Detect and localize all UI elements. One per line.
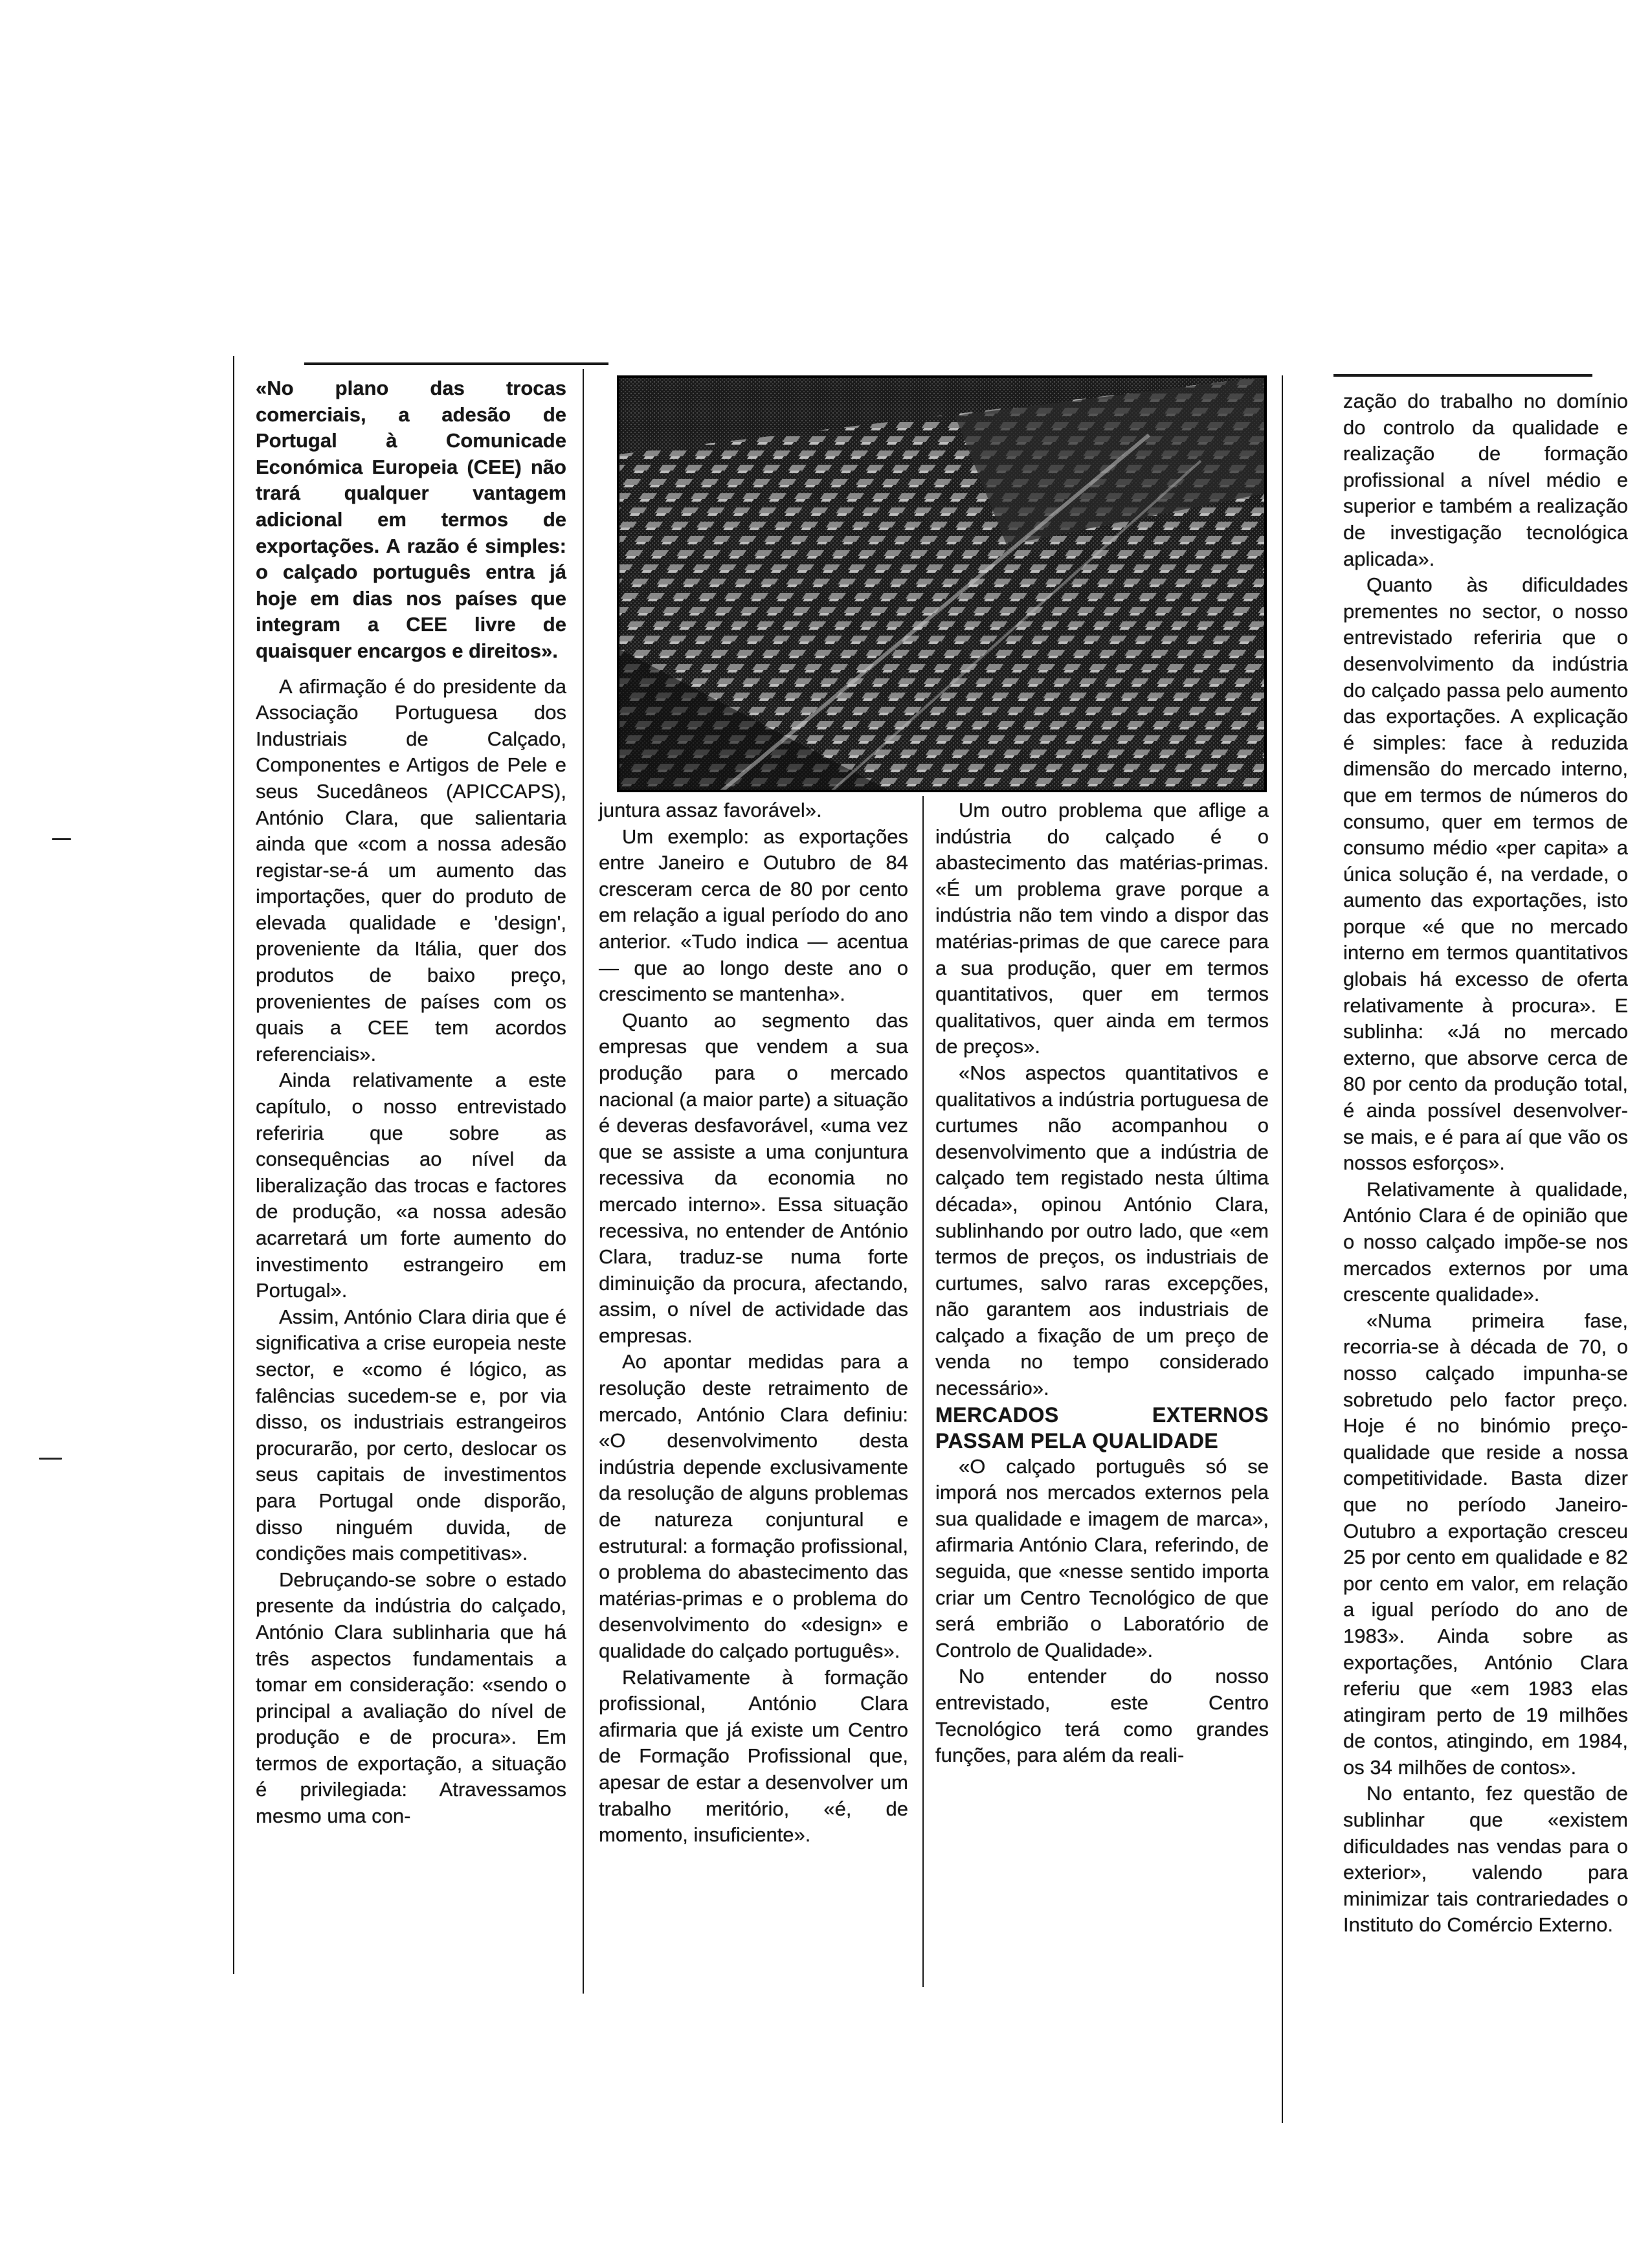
article-column-1 bbox=[256, 375, 566, 1830]
article-column-4 bbox=[1343, 388, 1628, 2149]
section-subheading: MERCADOS EXTERNOS PASSAM PELA QUALIDADE bbox=[935, 1403, 1269, 1452]
paragraph: Ainda relativamente a este capítulo, o nosso entrevistado referiria que sobre as consequências ao nível da liberalização das trocas e factores de produção, «a nossa adesão acarretará um forte aumento do investimento estrangeiro em Portugal». bbox=[256, 1069, 566, 1302]
article-photo bbox=[618, 377, 1266, 791]
column-divider bbox=[583, 369, 584, 1994]
article-lede: «No plano das trocas comerciais, a adesão de Portugal à Comunicade Económica Europeia (CEE) não trará qualquer vantagem adicional em termos de exportações. A razão é simples: o calçado português entra já hoje em dias nos países que integram a CEE livre de quaisquer encargos e direitos». bbox=[256, 377, 566, 662]
paragraph: Debruçando-se sobre o estado presente da indústria do calçado, António Clara sublinharia que há três aspectos fundamentais a tomar em consideração: «sendo o principal a avaliação do nível de produção e de procura». Em termos de exportação, a situação é privilegiada: Atravessamos mesmo uma con- bbox=[256, 1568, 566, 1828]
page-edge-mark bbox=[304, 362, 608, 365]
column-divider bbox=[922, 796, 924, 1987]
paragraph: A afirmação é do presidente da Associação Portuguesa dos Industriais de Calçado, Componentes e Artigos de Pele e seus Sucedâneos (APICCAPS), António Clara, que salientaria ainda que «com a nossa adesão registar-se-á um aumento das importações, quer do produto de elevada qualidade e 'design', proveniente da Itália, quer dos produtos de baixo preço, provenientes de países com os quais a CEE tem acordos referenciais». bbox=[256, 674, 566, 1065]
paragraph: «Nos aspectos quantitativos e qualitativos a indústria portuguesa de curtumes não acompanhou o desenvolvimento que a indústria de calçado tem registado nesta última década», opinou António Clara, sublinhando por outro lado, que «em termos de preços, os industriais de curtumes, salvo raras excepções, não garantem aos industriais de calçado a fixação de um preço de venda no tempo considerado necessário». bbox=[935, 1061, 1269, 1400]
paragraph: No entender do nosso entrevistado, este Centro Tecnológico terá como grandes funções, para além da reali- bbox=[935, 1665, 1269, 1767]
paragraph: Assim, António Clara diria que é significativa a crise europeia neste sector, e «como é lógico, as falências sucedem-se e, por via disso, os industriais estrangeiros procurarão, por certo, deslocar os seus capitais de investimentos para Portugal onde disporão, disso ninguém duvida, de condições mais competitivas». bbox=[256, 1305, 566, 1565]
paragraph: Relativamente à formação profissional, António Clara afirmaria que já existe um Centro de Formação Profissional que, apesar de estar a desenvolver um trabalho meritório, «é, de momento, insuficiente». bbox=[599, 1665, 908, 1847]
paragraph: Um exemplo: as exportações entre Janeiro e Outubro de 84 cresceram cerca de 80 por cento em relação a igual período do ano anterior. «Tudo indica — acentua — que ao longo deste ano o crescimento se mantenha». bbox=[599, 825, 908, 1006]
paragraph: zação do trabalho no domínio do controlo da qualidade e realização de formação profissional a nível médio e superior e também a realização de investigação tecnológica aplicada». bbox=[1343, 390, 1628, 570]
paragraph: Relativamente à qualidade, António Clara é de opinião que o nosso calçado impõe-se nos mercados externos por uma crescente qualidade». bbox=[1343, 1177, 1628, 1306]
factory-photo-image bbox=[618, 377, 1266, 791]
page-edge-mark bbox=[233, 356, 234, 1974]
article-column-3 bbox=[935, 797, 1269, 1769]
article-column-2 bbox=[599, 797, 908, 1849]
paragraph: Quanto ao segmento das empresas que vendem a sua produção para o mercado nacional (a maior parte) a situação é deveras desfavorável, «uma vez que se assiste a uma conjuntura recessiva da economia no mercado interno». Essa situação recessiva, no entender de António Clara, traduz-se numa forte diminuição da procura, afectando, assim, o nível de actividade das empresas. bbox=[599, 1008, 908, 1347]
paragraph: Um outro problema que aflige a indústria do calçado é o abastecimento das matérias-primas. «É um problema grave porque a indústria não tem vindo a dispor das matérias-primas de que carece para a sua produção, quer em termos quantitativos, quer em termos qualitativos, quer ainda em termos de preços». bbox=[935, 799, 1269, 1058]
paragraph: «Numa primeira fase, recorria-se à década de 70, o nosso calçado impunha-se sobretudo pelo factor preço. Hoje é no binómio preço-qualidade que reside a nossa competitividade. Basta dizer que no período Janeiro-Outubro a exportação cresceu 25 por cento em qualidade e 82 por cento em valor, em relação a igual período do ano de 1983». Ainda sobre as exportações, António Clara referiu que «em 1983 elas atingiram perto de 19 milhões de contos, atingindo, em 1984, os 34 milhões de contos». bbox=[1343, 1309, 1628, 1779]
paragraph: No entanto, fez questão de sublinhar que «existem dificuldades nas vendas para o exterior», valendo para minimizar tais contrariedades o Instituto do Comércio Externo. bbox=[1343, 1782, 1628, 1937]
margin-mark bbox=[52, 838, 71, 840]
paragraph: Quanto às dificuldades prementes no sector, o nosso entrevistado referiria que o desenvolvimento da indústria do calçado passa pelo aumento das exportações. A explicação é simples: face à reduzida dimensão do mercado interno, que em termos de números do consumo, quer em termos de consumo médio «per capita» a única solução é, na verdade, o aumento das exportações, isto porque «é que no mercado interno em termos quantitativos globais há excesso de oferta relativamente à procura». E sublinha: «Já no mercado externo, que absorve cerca de 80 por cento da produção total, é ainda possível desenvolver-se mais, e é para aí que vão os nossos esforços». bbox=[1343, 573, 1628, 1175]
paragraph: «O calçado português só se imporá nos mercados externos pela sua qualidade e imagem de marca», afirmaria António Clara, referindo, de seguida, que «nesse sentido importa criar um Centro Tecnológico de que será embrião o Laboratório de Controlo de Qualidade». bbox=[935, 1454, 1269, 1662]
column-divider bbox=[1282, 375, 1283, 2123]
paragraph: juntura assaz favorável». bbox=[599, 799, 822, 821]
paragraph: Ao apontar medidas para a resolução deste retraimento de mercado, António Clara definiu: «O desenvolvimento desta indústria depende exclusivamente da resolução de alguns problemas de natureza conjuntural e estrutural: a formação profissional, o problema do abastecimento das matérias-primas e o problema do desenvolvimento do «design» e qualidade do calçado português». bbox=[599, 1350, 908, 1662]
page-edge-mark bbox=[1333, 374, 1592, 377]
margin-mark bbox=[39, 1458, 62, 1460]
